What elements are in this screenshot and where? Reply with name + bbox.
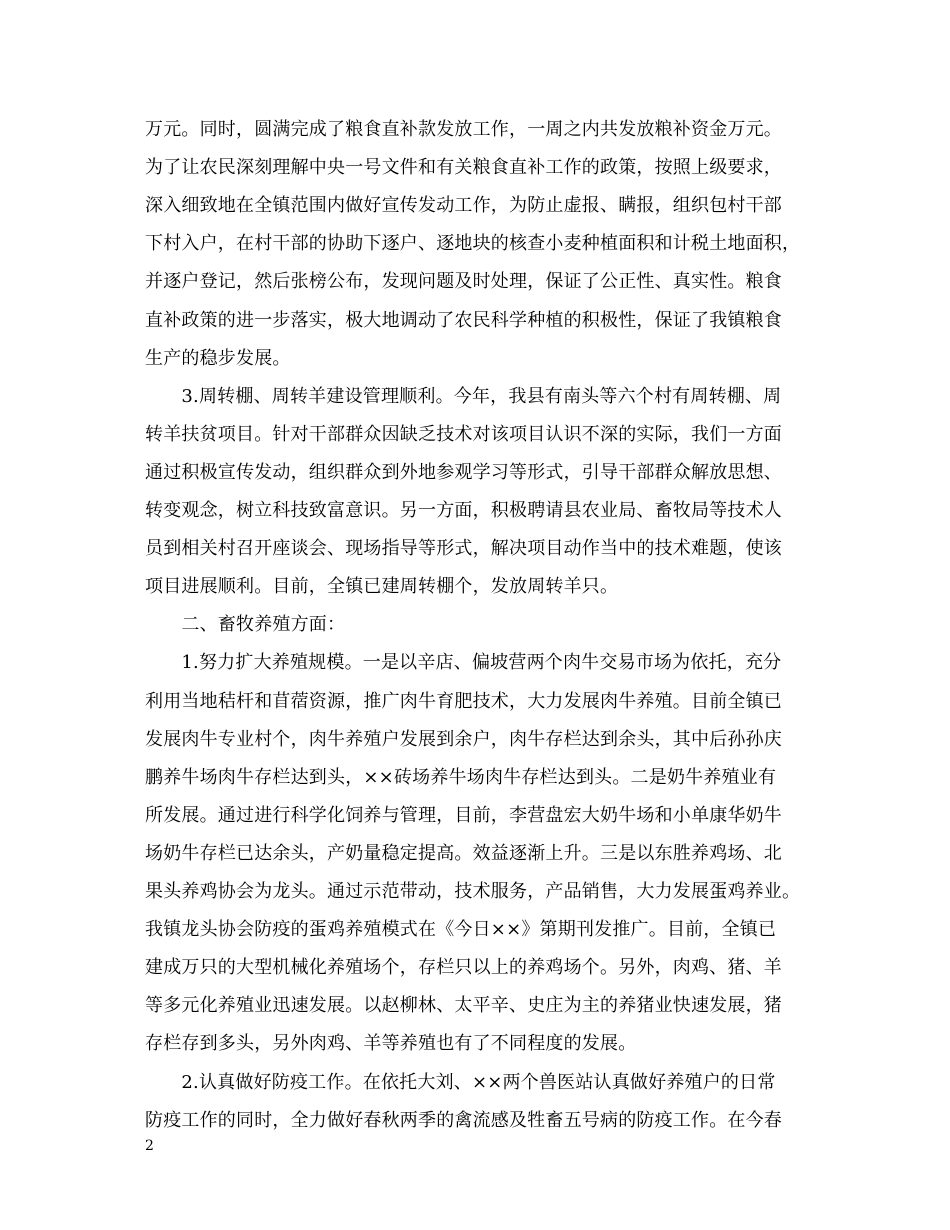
- text-line: 转变观念，树立科技致富意识。另一方面，积极聘请县农业局、畜牧局等技术人: [145, 500, 782, 521]
- text-line: 为了让农民深刻理解中央一号文件和有关粮食直补工作的政策，按照上级要求，: [145, 157, 782, 178]
- text-line: 1.努力扩大养殖规模。一是以辛店、偏坡营两个肉牛交易市场为依托，充分: [145, 652, 782, 673]
- text-line: 万元。同时，圆满完成了粮食直补款发放工作，一周之内共发放粮补资金万元。: [145, 119, 782, 140]
- text-line: 防疫工作的同时，全力做好春秋两季的禽流感及牲畜五号病的防疫工作。在今春: [145, 1110, 782, 1131]
- text-line: 利用当地秸杆和苜蓿资源，推广肉牛育肥技术，大力发展肉牛养殖。目前全镇已: [145, 691, 782, 712]
- text-line: 所发展。通过进行科学化饲养与管理，目前，李营盘宏大奶牛场和小单康华奶牛: [145, 805, 782, 826]
- text-line: 我镇龙头协会防疫的蛋鸡养殖模式在《今日××》第期刊发推广。目前，全镇已: [145, 919, 777, 940]
- text-line: 员到相关村召开座谈会、现场指导等形式，解决项目动作当中的技术难题，使该: [145, 538, 782, 559]
- text-line: 下村入户，在村干部的协助下逐户、逐地块的核查小麦种植面积和计税土地面积，: [145, 233, 801, 254]
- text-line: 生产的稳步发展。: [145, 348, 291, 369]
- text-line: 转羊扶贫项目。针对干部群众因缺乏技术对该项目认识不深的实际，我们一方面: [145, 424, 782, 445]
- text-line: 并逐户登记，然后张榜公布，发现问题及时处理，保证了公正性、真实性。粮食: [145, 271, 782, 292]
- text-line: 建成万只的大型机械化养殖场个，存栏只以上的养鸡场个。另外，肉鸡、猪、羊: [145, 957, 782, 978]
- text-line: 发展肉牛专业村个，肉牛养殖户发展到余户，肉牛存栏达到余头，其中后孙孙庆: [145, 729, 782, 750]
- text-line: 果头养鸡协会为龙头。通过示范带动，技术服务，产品销售，大力发展蛋鸡养业。: [145, 881, 801, 902]
- text-line: 存栏存到多头，另外肉鸡、羊等养殖也有了不同程度的发展。: [145, 1033, 637, 1054]
- text-line: 项目进展顺利。目前，全镇已建周转棚个，发放周转羊只。: [145, 576, 619, 597]
- text-line: 3.周转棚、周转羊建设管理顺利。今年，我县有南头等六个村有周转棚、周: [145, 386, 782, 407]
- text-line: 二、畜牧养殖方面：: [145, 614, 346, 635]
- text-line: 场奶牛存栏已达余头，产奶量稳定提高。效益逐渐上升。三是以东胜养鸡场、北: [145, 843, 782, 864]
- text-line: 2.认真做好防疫工作。在依托大刘、××两个兽医站认真做好养殖户的日常: [145, 1072, 776, 1093]
- text-line: 鹏养牛场肉牛存栏达到头，××砖场养牛场肉牛存栏达到头。二是奶牛养殖业有: [145, 767, 777, 788]
- text-line: 直补政策的进一步落实，极大地调动了农民科学种植的积极性，保证了我镇粮食: [145, 310, 782, 331]
- text-line: 等多元化养殖业迅速发展。以赵柳林、太平辛、史庄为主的养猪业快速发展，猪: [145, 995, 782, 1016]
- page-number: 2: [145, 1138, 154, 1154]
- text-line: 通过积极宣传发动，组织群众到外地参观学习等形式，引导干部群众解放思想、: [145, 462, 782, 483]
- text-line: 深入细致地在全镇范围内做好宣传发动工作，为防止虚报、瞒报，组织包村干部: [145, 195, 782, 216]
